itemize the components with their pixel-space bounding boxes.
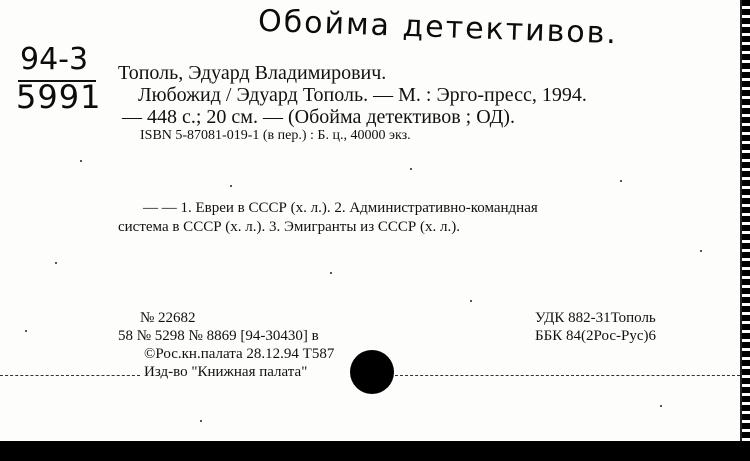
subjects-line-1: — — 1. Евреи в СССР (х. л.). 2. Административно-командная	[143, 200, 538, 216]
author-heading: Тополь, Эдуард Владимирович.	[118, 62, 387, 84]
scan-speck	[470, 300, 472, 302]
scan-speck	[660, 405, 662, 407]
title-line: Любожид / Эдуард Тополь. — М. : Эрго-пресс, 1994.	[138, 84, 587, 106]
scan-speck	[25, 330, 27, 332]
scan-speck	[55, 262, 57, 264]
handwritten-shelf-top: 94-3	[20, 42, 89, 77]
card-number: № 22682	[140, 310, 196, 326]
punch-hole	[350, 350, 394, 394]
bbk-code: ББК 84(2Рос-Рус)6	[535, 328, 656, 344]
collation-line: — 448 с.; 20 см. — (Обойма детективов ; ОД).	[122, 106, 515, 128]
publisher-line: Изд-во "Книжная палата"	[144, 364, 308, 380]
copyright-line: ©Рос.кн.палата 28.12.94 Т587	[144, 346, 335, 362]
scan-edge	[742, 0, 750, 441]
bottom-rule-right	[395, 375, 740, 376]
handwritten-series-title: Обойма детективов.	[257, 3, 619, 52]
scan-speck	[700, 250, 702, 252]
subjects-line-2: система в СССР (х. л.). 3. Эмигранты из СССР (х. л.).	[118, 219, 460, 235]
udk-code: УДК 882-31Тополь	[535, 310, 656, 326]
scan-speck	[230, 185, 232, 187]
isbn-line: ISBN 5-87081-019-1 (в пер.) : Б. ц., 40000 экз.	[140, 128, 411, 143]
scan-speck	[410, 168, 412, 170]
bottom-rule	[0, 375, 140, 376]
handwritten-shelf-bottom: 5991	[16, 78, 102, 116]
scan-speck	[620, 180, 622, 182]
registration-line: 58 № 5298 № 8869 [94-30430] в	[118, 328, 319, 344]
scan-speck	[200, 420, 202, 422]
scan-speck	[80, 160, 82, 162]
scan-speck	[330, 272, 332, 274]
